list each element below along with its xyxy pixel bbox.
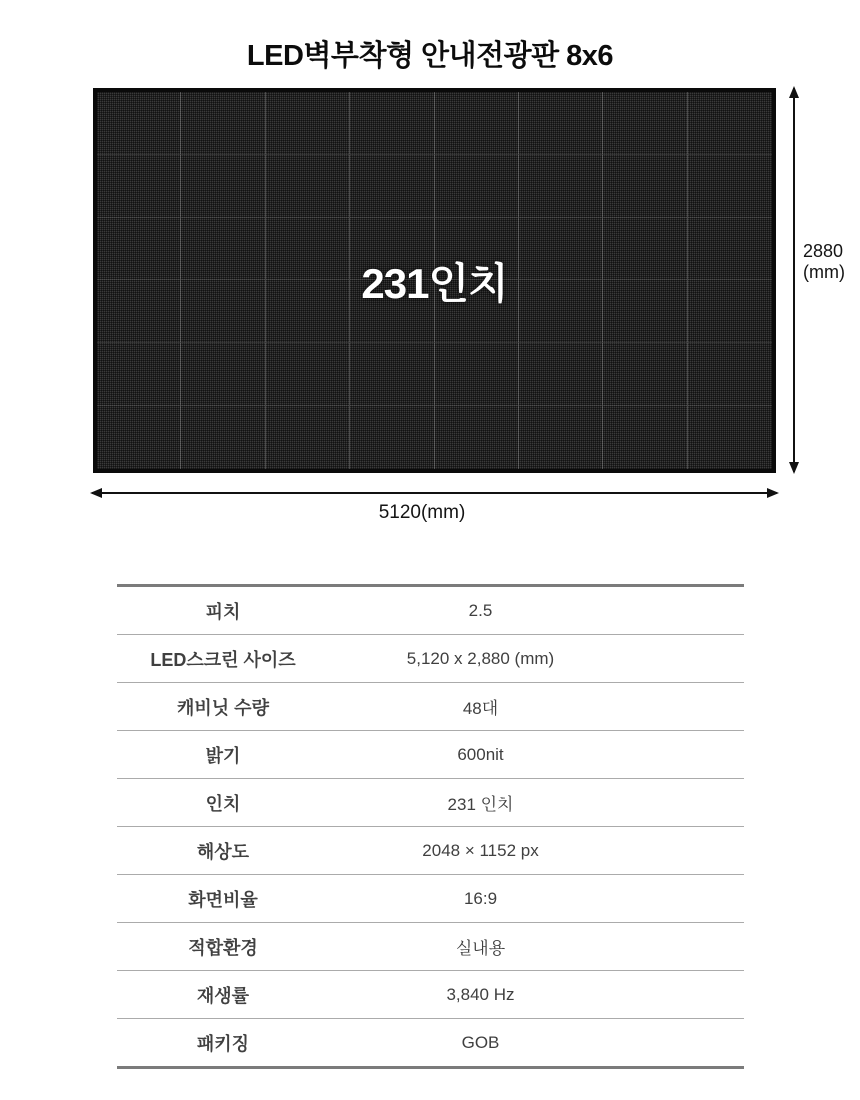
spec-row-value: 2048 × 1152 px (422, 840, 539, 860)
spec-row-label: 적합환경 (188, 937, 258, 958)
arrowhead-left-icon (90, 488, 102, 498)
spec-table-row (117, 923, 744, 971)
spec-table-row (117, 1019, 744, 1066)
spec-row-label: 캐비닛 수량 (177, 697, 269, 718)
spec-row-label: 인치 (205, 793, 241, 814)
spec-row-value: 5,120 x 2,880 (mm) (406, 648, 555, 668)
width-dimension-arrow (92, 492, 777, 494)
spec-table-row (117, 731, 744, 779)
spec-row-value: 3,840 Hz (446, 984, 515, 1004)
spec-table-row (117, 875, 744, 923)
spec-row-label: 재생률 (196, 985, 250, 1006)
spec-row-value: 231 인치 (447, 795, 514, 814)
height-dimension-unit: (mm) (803, 262, 845, 283)
spec-row-label: LED스크린 사이즈 (150, 649, 296, 670)
spec-table (117, 584, 744, 1069)
spec-table-row (117, 827, 744, 875)
spec-table-row (117, 587, 744, 635)
page-title: LED벽부착형 안내전광판 8x6 (246, 40, 614, 72)
led-panel-diagram (93, 88, 776, 473)
spec-row-value: 2.5 (468, 600, 493, 620)
height-dimension-label (803, 241, 845, 283)
spec-row-label: 밝기 (205, 745, 241, 766)
spec-row-value: 실내용 (455, 939, 506, 958)
spec-table-row (117, 779, 744, 827)
spec-row-label: 해상도 (196, 841, 250, 862)
spec-table-row (117, 971, 744, 1019)
height-dimension-value: 2880 (803, 241, 844, 261)
spec-row-label: 화면비율 (188, 889, 258, 910)
spec-row-value: 600nit (457, 744, 504, 764)
spec-table-row (117, 635, 744, 683)
arrowhead-down-icon (789, 462, 799, 474)
spec-row-label: 피치 (205, 601, 241, 622)
arrowhead-right-icon (767, 488, 779, 498)
spec-row-value: 16:9 (463, 888, 498, 908)
spec-row-value: GOB (461, 1032, 500, 1052)
panel-size-label: 231인치 (361, 259, 508, 307)
arrowhead-up-icon (789, 86, 799, 98)
width-dimension-label: 5120(mm) (378, 502, 466, 523)
spec-table-row (117, 683, 744, 731)
spec-row-value: 48대 (462, 699, 499, 718)
spec-row-label: 패키징 (196, 1033, 250, 1054)
height-dimension-arrow (793, 88, 795, 472)
